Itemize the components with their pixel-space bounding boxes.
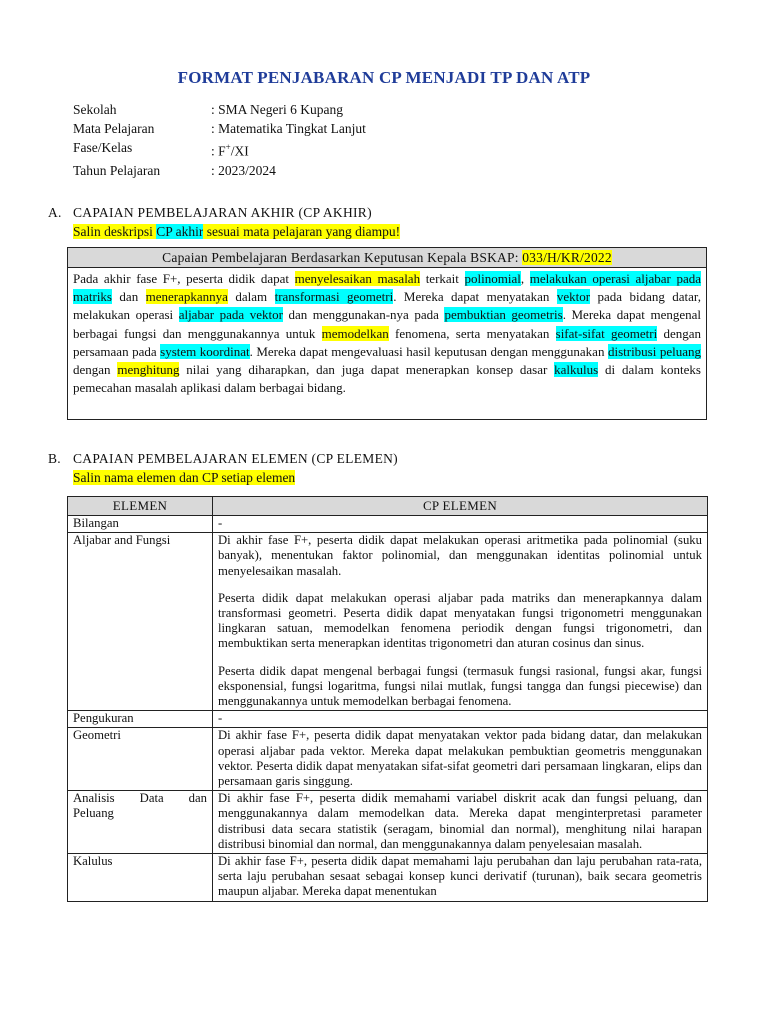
elemen-name: Bilangan xyxy=(68,516,213,533)
elemen-name: Aljabar and Fungsi xyxy=(68,533,213,711)
paragraph-text: dengan xyxy=(73,362,118,378)
paragraph-text: . Mereka dapat mengenal berbagai fungsi dan menggunakannya untuk xyxy=(73,307,701,341)
cp-elemen-cell xyxy=(213,533,708,711)
table-header-row xyxy=(68,497,708,516)
cp-akhir-box-title xyxy=(68,248,706,268)
meta-info xyxy=(73,100,366,180)
document-title: FORMAT PENJABARAN CP MENJADI TP DAN ATP xyxy=(177,68,591,87)
highlighted-phrase: vektor xyxy=(556,289,591,305)
cp-elemen-cell xyxy=(213,728,708,791)
highlighted-phrase: memodelkan xyxy=(321,325,389,341)
highlighted-phrase: distribusi peluang xyxy=(607,343,702,359)
table-row xyxy=(68,711,708,728)
paragraph-text: dalam xyxy=(227,289,275,305)
table-row xyxy=(68,854,708,902)
paragraph-text: fenomena, serta menyatakan xyxy=(388,325,556,341)
table-body xyxy=(68,516,708,902)
cp-elemen-cell xyxy=(213,791,708,854)
meta-label: Mata Pelajaran xyxy=(73,121,155,136)
highlighted-phrase: melakukan operasi aljabar pada matriks xyxy=(73,271,702,305)
paragraph-text: di dalam konteks pemecahan masalah aplikasi dalam berbagai bidang. xyxy=(73,362,701,396)
cp-elemen-cell xyxy=(213,854,708,902)
cp-akhir-text xyxy=(68,268,706,399)
meta-value: : 2023/2024 xyxy=(211,162,276,178)
section-b-heading xyxy=(48,451,398,467)
paragraph-text: . Mereka dapat menyatakan xyxy=(393,289,557,305)
paragraph-text: terkait xyxy=(420,271,465,286)
note-text: sesuai mata pelajaran yang diampu! xyxy=(203,224,401,239)
paragraph-text: nilai yang diharapkan, dan juga dapat menerapkan konsep dasar xyxy=(179,362,555,378)
table-row xyxy=(68,791,708,854)
section-letter: B. xyxy=(48,451,61,466)
section-title: CAPAIAN PEMBELAJARAN AKHIR (CP AKHIR) xyxy=(73,205,372,220)
cp-paragraph: - xyxy=(218,711,223,726)
meta-row-tahun xyxy=(73,161,366,180)
paragraph-text: , xyxy=(520,271,530,286)
elemen-name: Geometri xyxy=(68,728,213,791)
cp-paragraph: Di akhir fase F+, peserta didik dapat melakukan operasi aritmetika pada polinomial (suku banyak), menentukan faktor polinomial, dan menggunakan identitas polinomial untuk menyelesaikan masalah. xyxy=(218,533,702,578)
meta-value: : Matematika Tingkat Lanjut xyxy=(211,121,366,136)
cp-paragraph: Peserta didik dapat mengenal berbagai fungsi (termasuk fungsi rasional, fungsi akar, fungsi eksponensial, fungsi logaritma, fungsi nilai mutlak, fungsi tangga dan fungsi piecewise) dan menggunakannya untuk memodelkan berbagai fenomena. xyxy=(218,663,702,709)
cp-paragraph: Peserta didik dapat melakukan operasi aljabar pada matriks dan menerapkannya dalam transformasi geometri. Peserta didik dapat menyatakan fungsi trigonometri menggunakan lingkaran satuan, memodelkan fenomena periodik dengan fungsi trigonometri, dan membuktikan serta menerapkan identitas trigonometri dan aturan cosinus dan sinus. xyxy=(218,590,702,651)
section-b-note xyxy=(73,470,295,486)
cp-elemen-cell xyxy=(213,516,708,533)
box-title-text: Capaian Pembelajaran Berdasarkan Keputusan Kepala BSKAP: xyxy=(162,250,523,265)
table-row xyxy=(68,516,708,533)
section-a-heading xyxy=(48,205,372,221)
note-text: Salin deskripsi xyxy=(73,224,157,239)
paragraph-text: dengan persamaan pada xyxy=(73,325,701,359)
section-a-note xyxy=(73,224,400,240)
highlighted-phrase: pembuktian geometris xyxy=(444,307,563,323)
highlighted-phrase: menyelesaikan masalah xyxy=(294,271,421,286)
cp-paragraph: - xyxy=(218,516,223,530)
table-row xyxy=(68,728,708,791)
elemen-name: Kalulus xyxy=(68,854,213,902)
highlighted-phrase: menerapkannya xyxy=(145,289,228,305)
header-cp-elemen: CP ELEMEN xyxy=(213,497,708,516)
meta-label: Sekolah xyxy=(73,102,117,117)
fase-prefix: : F xyxy=(211,143,226,159)
note-text: Salin nama elemen dan CP setiap elemen xyxy=(73,470,296,485)
highlighted-phrase: kalkulus xyxy=(554,362,599,378)
cp-elemen-table xyxy=(67,496,708,902)
cp-paragraph: Di akhir fase F+, peserta didik dapat menyatakan vektor pada bidang datar, dan melakukan operasi aljabar pada vektor. Mereka dapat melakukan pembuktian geometris menggunakan vektor. Peserta didik dapat menyatakan sifat-sifat geometri dari persamaan lingkaran, elips dan persamaan garis singgung. xyxy=(218,728,702,789)
cp-paragraph: Di akhir fase F+, peserta didik dapat memahami laju perubahan dan laju perubahan rata-rata, serta laju perubahan sesaat sebagai konsep kunci derivatif (turunan), baik secara geometris maupun aljabar. Mereka dapat menentukan xyxy=(218,854,702,899)
highlighted-phrase: polinomial xyxy=(464,271,521,286)
meta-row-mapel xyxy=(73,119,366,138)
meta-label: Tahun Pelajaran xyxy=(73,162,161,178)
paragraph-text: Pada akhir fase F+, peserta didik dapat xyxy=(73,271,295,286)
highlighted-phrase: system koordinat xyxy=(160,343,250,359)
highlighted-phrase: sifat-sifat geometri xyxy=(555,325,658,341)
highlighted-phrase: menghitung xyxy=(117,362,180,378)
meta-value xyxy=(211,138,249,161)
highlighted-phrase: transformasi geometri xyxy=(274,289,394,305)
header-elemen: ELEMEN xyxy=(68,497,213,516)
note-highlight: CP akhir xyxy=(156,224,204,239)
cp-akhir-box xyxy=(67,247,707,420)
paragraph-text: dan xyxy=(112,289,146,305)
meta-row-sekolah xyxy=(73,100,366,119)
elemen-name: Analisis Data dan Peluang xyxy=(68,791,213,854)
highlighted-phrase: aljabar pada vektor xyxy=(178,307,283,323)
elemen-name: Pengukuran xyxy=(68,711,213,728)
section-title: CAPAIAN PEMBELAJARAN ELEMEN (CP ELEMEN) xyxy=(73,451,398,466)
cp-paragraph: Di akhir fase F+, peserta didik memahami variabel diskrit acak dan fungsi peluang, dan menggunakannya dalam memodelkan data. Mereka dapat menginterpretasi parameter distribusi data secara statistik (seragam, binomial dan normal), menghitung nilai harapan distribusi binomial dan normal, dan menggunakannya dalam penyelesaian masalah. xyxy=(218,791,702,851)
paragraph-text: . Mereka dapat mengevaluasi hasil keputusan dengan menggunakan xyxy=(249,343,608,359)
table-row xyxy=(68,533,708,711)
box-title-decree: 033/H/KR/2022 xyxy=(522,250,612,265)
paragraph-text: pada bidang datar, melakukan operasi xyxy=(73,289,701,323)
fase-sup: + xyxy=(225,142,231,152)
section-letter: A. xyxy=(48,205,62,220)
meta-label: Fase/Kelas xyxy=(73,140,133,155)
fase-suffix: /XI xyxy=(230,143,249,159)
meta-value: : SMA Negeri 6 Kupang xyxy=(211,102,343,117)
meta-row-fase xyxy=(73,138,366,161)
paragraph-text: dan menggunakan-nya pada xyxy=(282,307,445,323)
cp-elemen-cell xyxy=(213,711,708,728)
